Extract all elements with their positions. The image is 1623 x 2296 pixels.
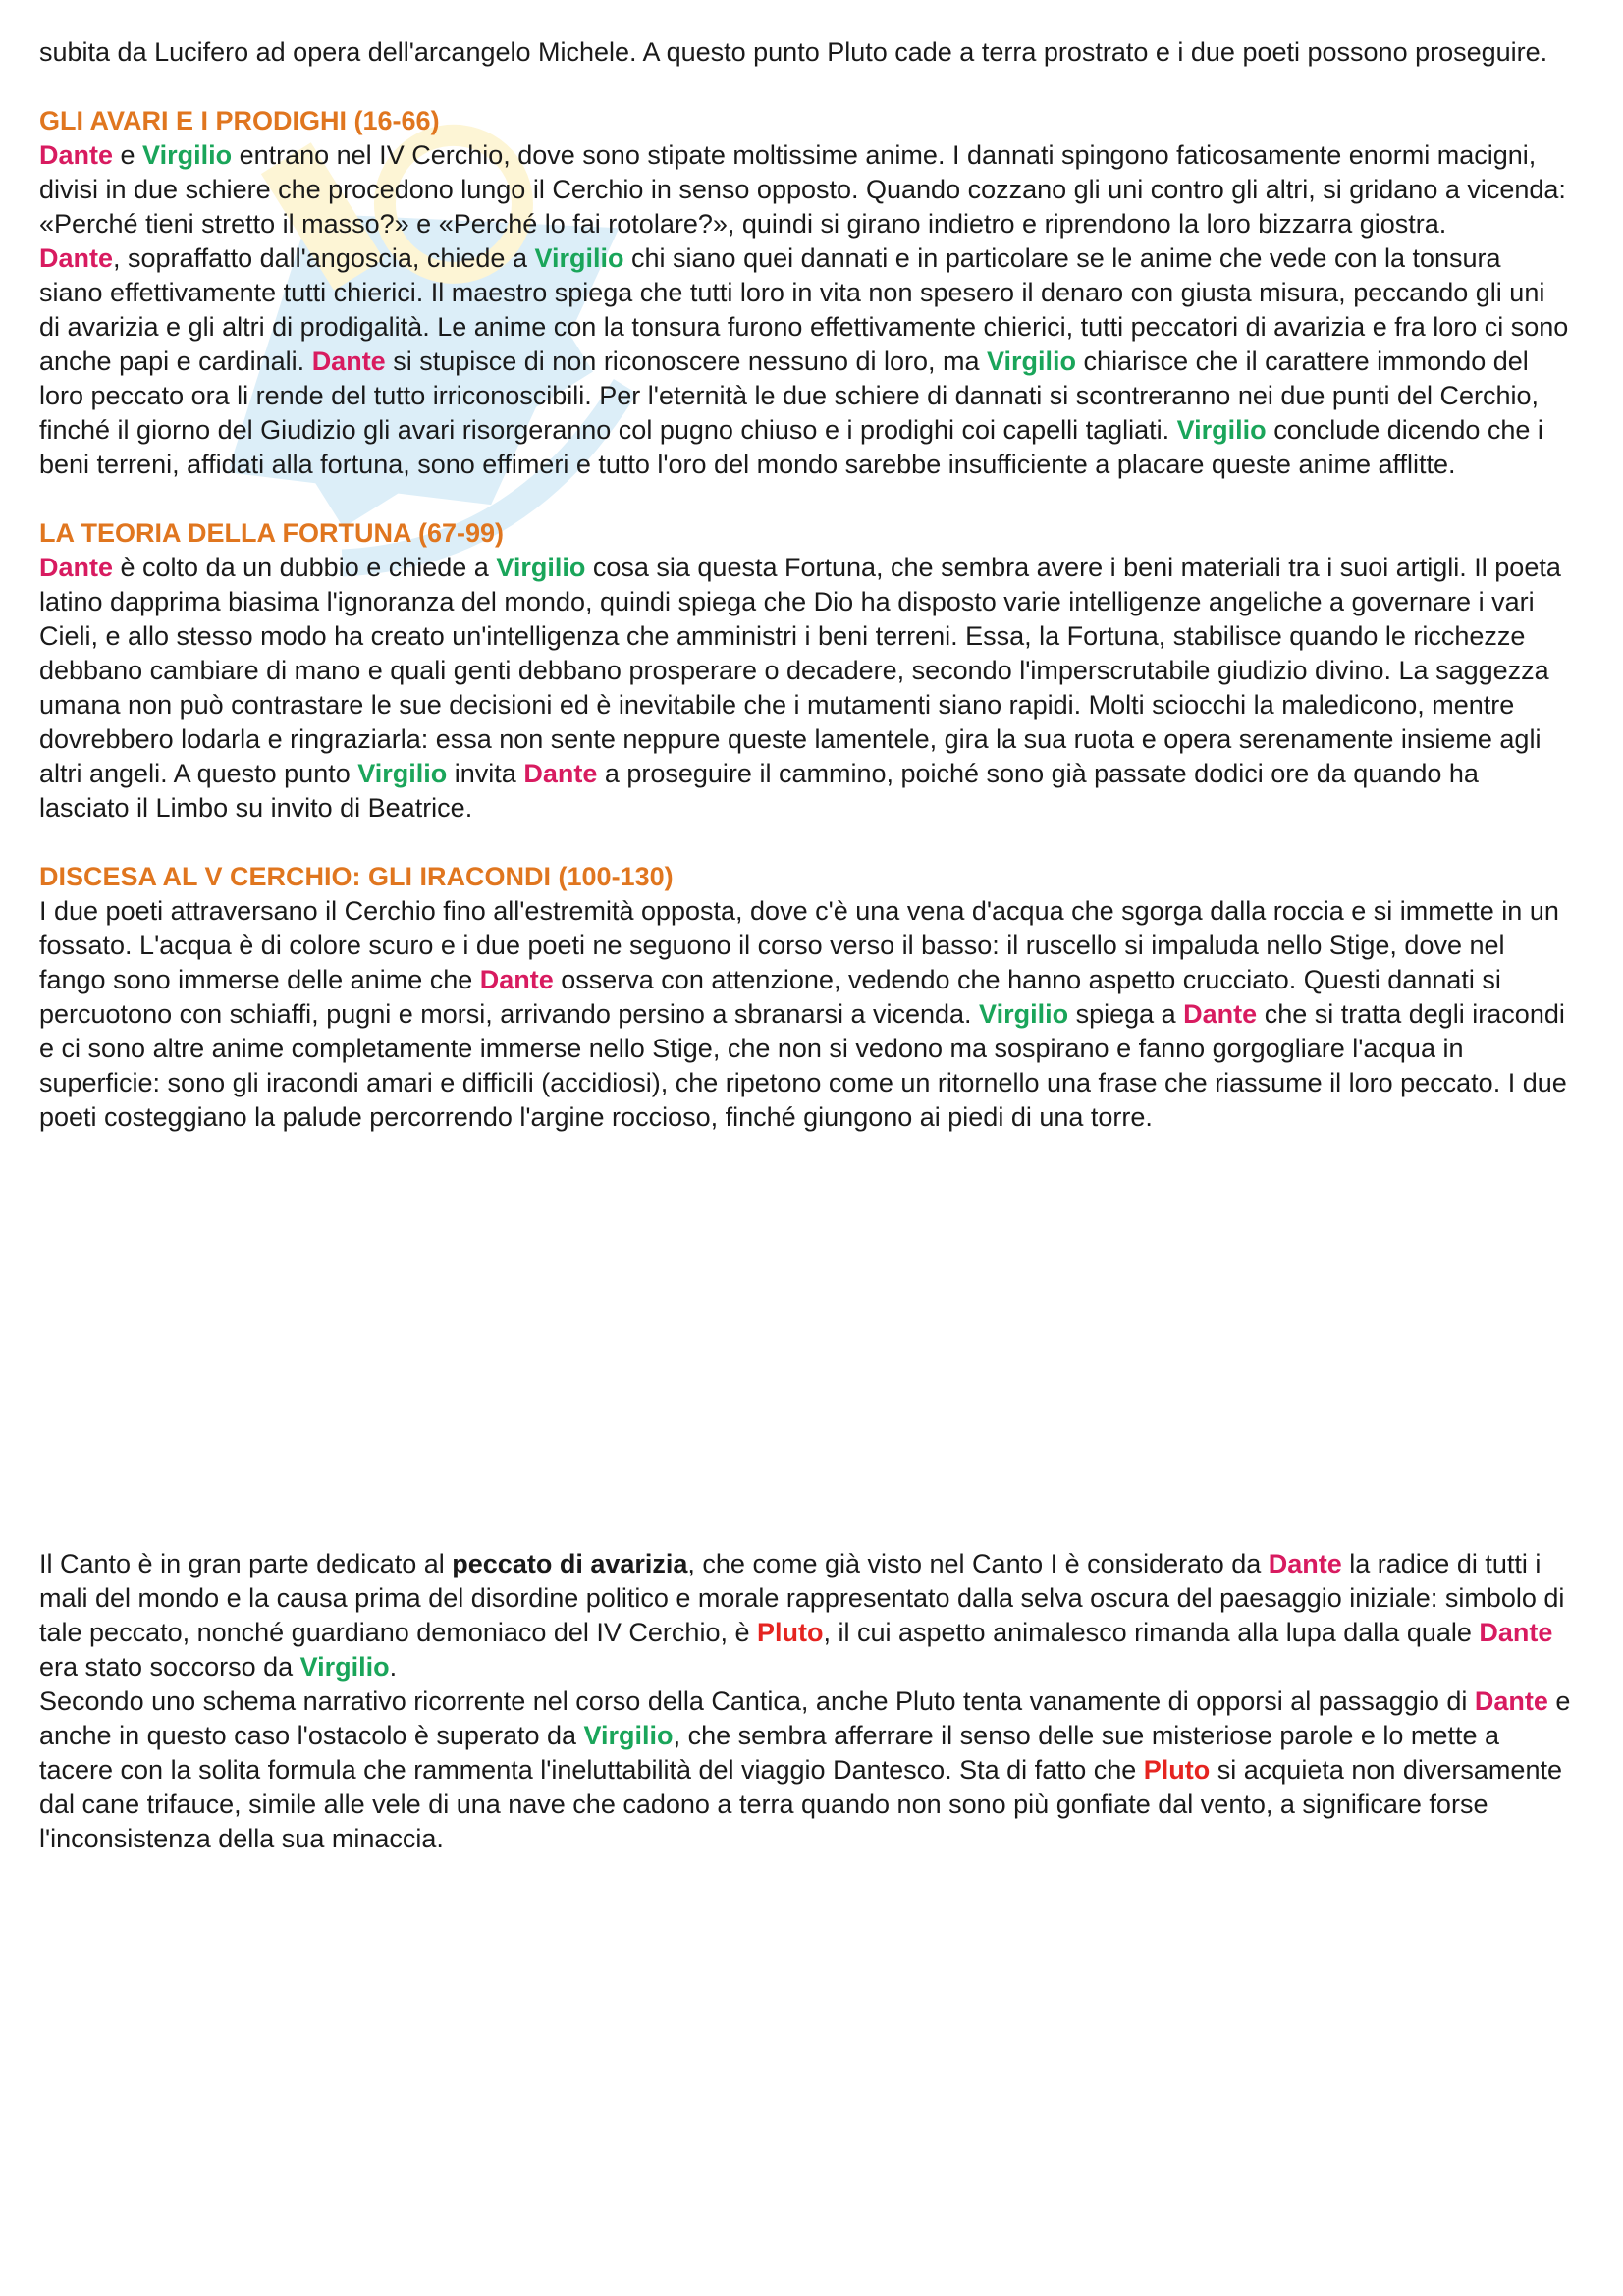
- section-heading-avari: GLI AVARI E I PRODIGHI (16-66): [39, 106, 440, 135]
- text-run: era stato soccorso da: [39, 1652, 300, 1682]
- text-run: Il Canto è in gran parte dedicato al: [39, 1549, 453, 1578]
- bold-term: peccato di avarizia: [452, 1549, 688, 1578]
- name-virgilio: Virgilio: [583, 1721, 674, 1750]
- name-dante: Dante: [1183, 999, 1258, 1029]
- text-run: entrano nel IV Cerchio, dove sono stipate moltissime anime. I dannati spingono faticosamente enormi macigni, divisi in due schiere che procedono lungo il Cerchio in senso opposto. Quando cozzano gli uni contro gli altri, si gridano a vicenda: «Perché tieni stretto il masso?» e «Perché lo fai rotolare?», quindi si girano indietro e riprendono la loro bizzarra giostra.: [39, 140, 1566, 239]
- text-run: si acquieta non diversamente dal cane trifauce, simile alle vele di una nave che cadono a terra quando non sono più gonfiate dal vento, a significare forse l'inconsistenza della sua minaccia.: [39, 1755, 1562, 1853]
- name-virgilio: Virgilio: [357, 759, 448, 788]
- spacer: [39, 826, 1571, 860]
- text-run: invita: [447, 759, 524, 788]
- page-blank-space: [39, 1135, 1571, 1547]
- name-dante: Dante: [1479, 1618, 1553, 1647]
- name-dante: Dante: [1268, 1549, 1342, 1578]
- name-pluto: Pluto: [1143, 1755, 1211, 1785]
- text-run: I due poeti attraversano il Cerchio fino all'estremità opposta, dove c'è una vena d'acqua che sgorga dalla roccia e si immette in un fossato. L'acqua è di colore scuro e i due poeti ne seguono il corso verso il basso: il ruscello si impaluda nello Stige, dove nel fango sono immerse delle anime che: [39, 896, 1559, 994]
- text-run: , il cui aspetto animalesco rimanda alla lupa dalla quale: [823, 1618, 1480, 1647]
- name-virgilio: Virgilio: [496, 553, 586, 582]
- paragraph-analysis-2: [39, 1684, 1571, 1856]
- text-run: spiega a: [1068, 999, 1184, 1029]
- spacer: [39, 70, 1571, 104]
- name-dante: Dante: [39, 553, 114, 582]
- name-virgilio: Virgilio: [979, 999, 1069, 1029]
- name-virgilio: Virgilio: [299, 1652, 390, 1682]
- paragraph-iracondi: [39, 894, 1571, 1135]
- text-run: Secondo uno schema narrativo ricorrente nel corso della Cantica, anche Pluto tenta vanamente di opporsi al passaggio di: [39, 1686, 1475, 1716]
- name-dante: Dante: [523, 759, 598, 788]
- name-dante: Dante: [311, 347, 386, 376]
- paragraph-analysis-1: [39, 1547, 1571, 1684]
- section-heading-iracondi: DISCESA AL V CERCHIO: GLI IRACONDI (100-130): [39, 862, 674, 891]
- name-virgilio: Virgilio: [142, 140, 233, 170]
- text-run: , che sembra afferrare il senso delle sue misteriose parole e lo mette a tacere con la solita formula che rammenta l'ineluttabilità del viaggio Dantesco. Sta di fatto che: [39, 1721, 1499, 1785]
- name-virgilio: Virgilio: [534, 243, 624, 273]
- name-dante: Dante: [39, 140, 114, 170]
- text-run: , sopraffatto dall'angoscia, chiede a: [113, 243, 535, 273]
- text-run: e: [113, 140, 143, 170]
- paragraph-fortuna: [39, 551, 1571, 826]
- text-run: conclude dicendo che i beni terreni, affidati alla fortuna, sono effimeri e tutto l'oro del mondo sarebbe insufficiente a placare queste anime afflitte.: [39, 415, 1543, 479]
- text-run: si stupisce di non riconoscere nessuno di loro, ma: [385, 347, 988, 376]
- text-run: chi siano quei dannati e in particolare se le anime che vede con la tonsura siano effettivamente tutti chierici. Il maestro spiega che tutti loro in vita non spesero il denaro con giusta misura, peccando gli uni di avarizia e gli altri di prodigalità. Le anime con la tonsura furono effettivamente chierici, tutti peccatori di avarizia e fra loro ci sono anche papi e cardinali.: [39, 243, 1569, 376]
- paragraph-avari-1: [39, 138, 1571, 241]
- text-run: .: [389, 1652, 398, 1682]
- text-run: a proseguire il cammino, poiché sono già passate dodici ore da quando ha lasciato il Limbo su invito di Beatrice.: [39, 759, 1479, 823]
- name-virgilio: Virgilio: [1176, 415, 1267, 445]
- intro-paragraph: subita da Lucifero ad opera dell'arcangelo Michele. A questo punto Pluto cade a terra prostrato e i due poeti possono proseguire.: [39, 37, 1548, 67]
- name-virgilio: Virgilio: [987, 347, 1077, 376]
- name-dante: Dante: [1474, 1686, 1548, 1716]
- text-run: che si tratta degli iracondi e ci sono altre anime completamente immerse nello Stige, che non si vedono ma sospirano e fanno gorgogliare l'acqua in superficie: sono gli iracondi amari e difficili (accidiosi), che ripetono come un ritornello una frase che riassume il loro peccato. I due poeti costeggiano la palude percorrendo l'argine roccioso, finché giungono ai piedi di una torre.: [39, 999, 1567, 1132]
- text-run: osserva con attenzione, vedendo che hanno aspetto crucciato. Questi dannati si percuotono con schiaffi, pugni e morsi, arrivando persino a sbranarsi a vicenda.: [39, 965, 1501, 1029]
- name-pluto: Pluto: [756, 1618, 824, 1647]
- name-dante: Dante: [479, 965, 554, 994]
- text-run: , che come già visto nel Canto I è considerato da: [687, 1549, 1269, 1578]
- text-run: cosa sia questa Fortuna, che sembra avere i beni materiali tra i suoi artigli. Il poeta latino dapprima biasima l'ignoranza del mondo, quindi spiega che Dio ha disposto varie intelligenze angeliche a governare i vari Cieli, e allo stesso modo ha creato un'intelligenza che amministri i beni terreni. Essa, la Fortuna, stabilisce quando le ricchezze debbano cambiare di mano e quali genti debbano prosperare o decadere, secondo l'imperscrutabile giudizio divino. La saggezza umana non può contrastare le sue decisioni ed è inevitabile che i mutamenti siano rapidi. Molti sciocchi la maledicono, mentre dovrebbero lodarla e ringraziarla: essa non sente neppure queste lamentele, gira la sua ruota e opera serenamente insieme agli altri angeli. A questo punto: [39, 553, 1561, 788]
- text-run: e anche in questo caso l'ostacolo è superato da: [39, 1686, 1571, 1750]
- text-run: la radice di tutti i mali del mondo e la causa prima del disordine politico e morale rappresentato dalla selva oscura del paesaggio iniziale: simbolo di tale peccato, nonché guardiano demoniaco del IV Cerchio, è: [39, 1549, 1565, 1647]
- paragraph-avari-2: [39, 241, 1571, 482]
- section-heading-fortuna: LA TEORIA DELLA FORTUNA (67-99): [39, 518, 505, 548]
- name-dante: Dante: [39, 243, 114, 273]
- document-page: [39, 35, 1571, 1856]
- spacer: [39, 482, 1571, 516]
- text-run: è colto da un dubbio e chiede a: [113, 553, 497, 582]
- text-run: chiarisce che il carattere immondo del loro peccato ora li rende del tutto irriconoscibili. Per l'eternità le due schiere di dannati si scontreranno nei due punti del Cerchio, finché il giorno del Giudizio gli avari risorgeranno col pugno chiuso e i prodighi coi capelli tagliati.: [39, 347, 1540, 445]
